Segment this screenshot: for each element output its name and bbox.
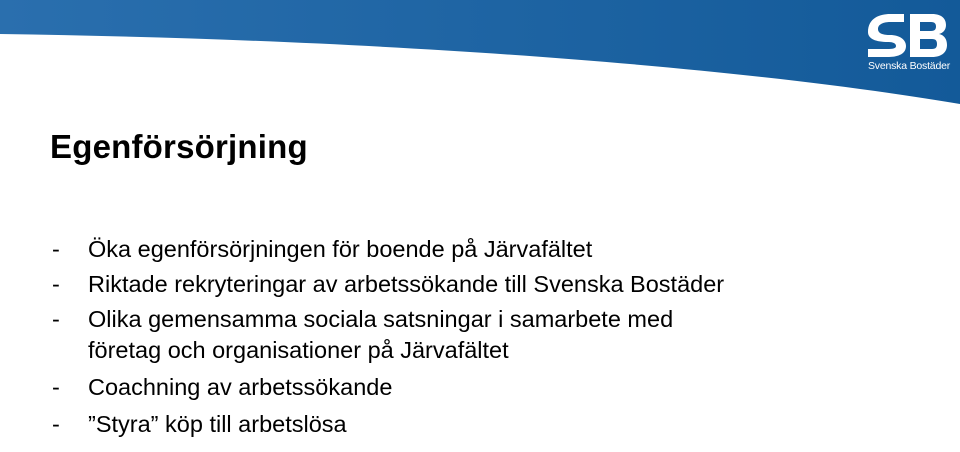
bullet-list	[52, 234, 932, 440]
bullet-text: Riktade rekryteringar av arbetssökande till Svenska Bostäder	[88, 271, 725, 297]
bullet-dash: -	[52, 374, 60, 400]
list-item	[52, 234, 932, 265]
bullet-dash: -	[52, 236, 60, 262]
bullet-dash: -	[52, 271, 60, 297]
slide-title: Egenförsörjning	[50, 128, 308, 165]
list-item	[52, 304, 932, 366]
bullet-dash: -	[52, 306, 60, 332]
bullet-dash: -	[52, 411, 60, 437]
list-item	[52, 269, 932, 300]
logo-wordmark: Svenska Bostäder	[868, 60, 951, 72]
sb-logo-mark	[866, 12, 948, 58]
bullet-text: Coachning av arbetssökande	[88, 374, 393, 400]
banner-shape	[0, 0, 960, 110]
svenska-bostader-logo	[858, 10, 954, 74]
list-item	[52, 372, 932, 403]
header-banner	[0, 0, 960, 110]
bullet-text-line-2: företag och organisationer på Järvafältet	[88, 337, 509, 363]
bullet-text: ”Styra” köp till arbetslösa	[88, 411, 347, 437]
list-item	[52, 409, 932, 440]
bullet-text-line-1: Olika gemensamma sociala satsningar i samarbete med	[88, 306, 674, 332]
bullet-text: Öka egenförsörjningen för boende på Järvafältet	[88, 236, 593, 262]
